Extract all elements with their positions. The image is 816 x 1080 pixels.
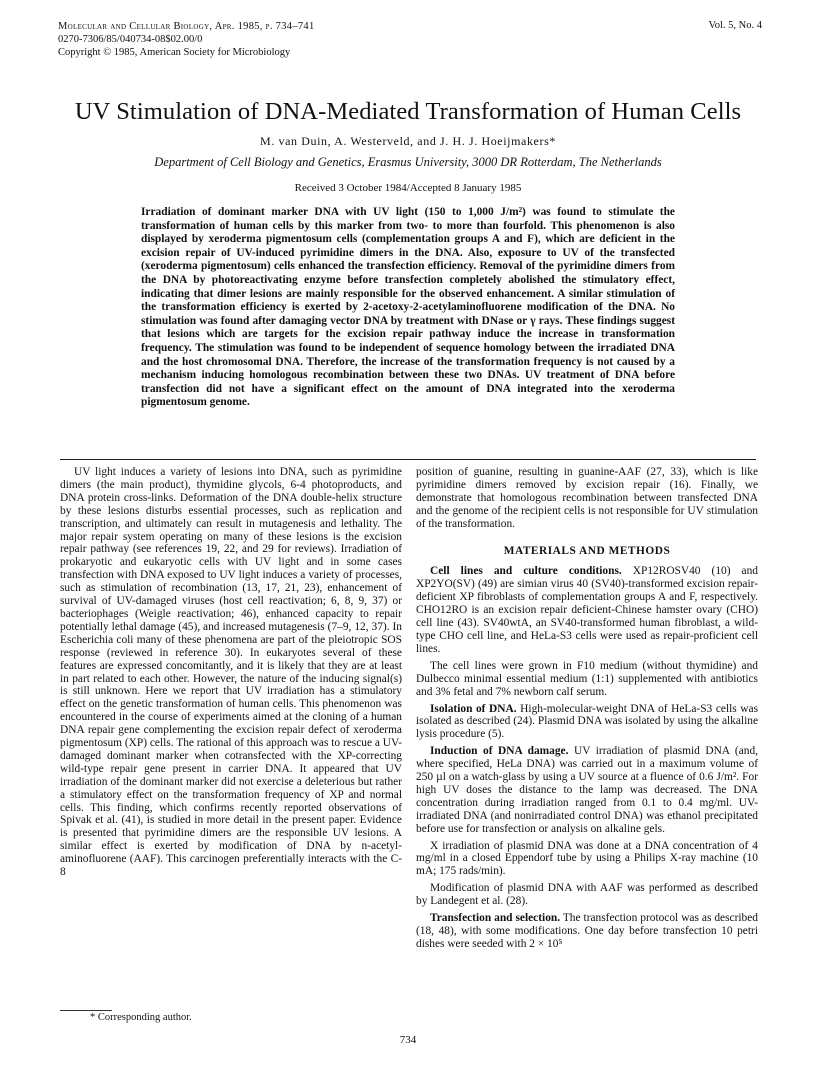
right-column xyxy=(416,466,758,951)
intro-paragraph: UV light induces a variety of lesions into DNA, such as pyrimidine dimers (the main product), thymidine glycols, 6-4 photoproducts, and DNA protein cross-links. Deformation of the DNA double-helix structure by these lesions disturbs essential processes, such as replication and transcription, and ultimately can result in mutagenesis and lethality. The major repair system operating on many of these lesions is the excision repair pathway (see references 19, 22, and 29 for reviews). Irradiation of prokaryotic and eukaryotic cells with UV light and in some cases transfection with DNA exposed to UV light induces a variety of processes, such as stimulation of recombination (13, 17, 21, 23), enhancement of survival of UV-damaged viruses (host cell reactivation; 6, 8, 9, 37) or bacteriophages (Weigle reactivation; 46), enhanced capacity to repair potentially lethal damage (45), and increased mutagenesis (7–9, 12, 37). In Escherichia coli many of these phenomena are part of the pleiotropic SOS response (reviewed in reference 30). In eukaryotes several of these features are expressed concomitantly, and it is likely that they are at least in part related to each other. However, the nature of the inducing signal(s) is still unknown. Here we report that UV irradiation has a stimulatory effect on the genetic transformation of human cells. This phenomenon was encountered in the course of experiments aimed at the cloning of a human DNA repair gene complementing the excision repair defect of xeroderma pigmentosum (XP) cells. The rational of this approach was to rescue a UV-damaged dominant marker when cotransfected with the XP-correcting wild-type repair gene present in carrier DNA. It appeared that UV irradiation of the dominant marker did not exercise a deleterious but rather a stimulatory effect on the transformation frequency of XP and normal cells. This finding, which confirms recently reported observations of Spivak et al. (41), is studied in more detail in the present paper. Evidence is presented that pyrimidine dimers are the responsible UV lesions. A similar effect is exerted by modification of DNA by n-acetyl-aminofluorene (AAF). This carcinogen preferentially interacts with the C-8 xyxy=(60,466,402,879)
culture-paragraph: The cell lines were grown in F10 medium (without thymidine) and Dulbecco minimal essential medium (1:1) supplemented with antibiotics and 3% fetal and 7% newborn calf serum. xyxy=(416,659,758,698)
run-in-heading: Cell lines and culture conditions. xyxy=(430,565,622,578)
transfection-paragraph xyxy=(416,912,758,951)
run-in-heading: Induction of DNA damage. xyxy=(430,745,569,758)
paragraph-body: XP12ROSV40 (10) and XP2YO(SV) (49) are simian virus 40 (SV40)-transformed excision repair-deficient XP fibroblasts of complementation groups A and F, respectively. CHO12RO is an excision repair deficient-Chinese hamster ovary (CHO) cell line (43). SV40wtA, an SV40-transformed human fibroblast, a wild-type CHO cell line, and HeLa-S3 cells were used as repair-proficient cell lines. xyxy=(416,565,758,655)
run-in-heading: Isolation of DNA. xyxy=(430,702,517,715)
dna-isolation-paragraph xyxy=(416,703,758,742)
corresponding-author-footnote: * Corresponding author. xyxy=(90,1012,192,1023)
article-title: UV Stimulation of DNA-Mediated Transformation of Human Cells xyxy=(74,98,742,125)
paragraph-body: UV irradiation of plasmid DNA (and, where specified, HeLa DNA) was carried out in a maximum volume of 250 µl on a watch-glass by using a UV source at a fluence of 0.6 J/m². For high UV doses the distance to the lamp was decreased. The DNA concentration during irradiation ranged from 0.1 to 0.4 mg/ml. UV-irradiated DNA (and nonirradiated control DNA) was ethanol precipitated before use for transfection or analysis on alkaline gels. xyxy=(416,745,759,835)
volume-issue: Vol. 5, No. 4 xyxy=(708,20,762,31)
running-header xyxy=(58,20,315,59)
run-in-heading: Transfection and selection. xyxy=(430,912,561,925)
journal-citation: Molecular and Cellular Biology, Apr. 1985, p. 734–741 xyxy=(58,21,315,32)
section-heading: MATERIALS AND METHODS xyxy=(503,544,671,557)
left-column xyxy=(60,466,402,879)
abstract-divider xyxy=(60,459,756,460)
received-dates: Received 3 October 1984/Accepted 8 January 1985 xyxy=(294,182,522,194)
paragraph-body: High-molecular-weight DNA of HeLa-S3 cells was isolated as described (24). Plasmid DNA was isolated by using the alkaline lysis procedure (5). xyxy=(416,702,758,741)
copyright-line: Copyright © 1985, American Society for Microbiology xyxy=(58,47,291,58)
intro-continuation: position of guanine, resulting in guanine-AAF (27, 33), which is like pyrimidine dimers removed by excision repair (16). Finally, we demonstrate that homologous recombination between transfected DNA and the genome of the recipient cells is not responsible for UV stimulation of the transformation. xyxy=(416,466,758,530)
x-irradiation-paragraph: X irradiation of plasmid DNA was done at a DNA concentration of 4 mg/ml in a closed Eppendorf tube by using a Philips X-ray machine (10 mA; 175 rads/min). xyxy=(416,839,758,878)
article-code: 0270-7306/85/040734-08$02.00/0 xyxy=(58,34,203,45)
aaf-paragraph: Modification of plasmid DNA with AAF was performed as described by Landegent et al. (28). xyxy=(416,882,758,908)
author-list: M. van Duin, A. Westerveld, and J. H. J. Hoeijmakers* xyxy=(260,134,556,148)
paragraph-body: The transfection protocol was as described (18, 48), with some modifications. One day before transfection 10 petri dishes were seeded with 2 × 10⁵ xyxy=(416,912,758,950)
abstract: Irradiation of dominant marker DNA with UV light (150 to 1,000 J/m²) was found to stimulate the transformation of human cells by this marker from two- to more than fourfold. This phenomenon is also displayed by xeroderma pigmentosum cells (complementation groups A and F), which are deficient in the excision repair of UV-induced pyrimidine dimers in the DNA. Also, exposure to UV of the transfected (xeroderma pigmentosum) cells enhanced the transfection efficiency. Removal of the pyrimidine dimers from the DNA by photoreactivating enzyme before transfection completely abolished the stimulatory effect, indicating that dimer lesions are mainly responsible for the observed enhancement. A similar stimulation of the transformation efficiency is exerted by 2-acetoxy-2-acetylaminofluorene modification of the DNA. No stimulation was found after damaging vector DNA by treatment with DNase or γ rays. These findings suggest that lesions which are targets for the excision repair pathway induce the increase in transformation frequency. The stimulation was found to be independent of sequence homology between the irradiated DNA and the host chromosomal DNA. Therefore, the increase of the transformation frequency is not caused by a mechanism inducing homologous recombination between these two DNAs. UV treatment of DNA before transfection did not have a significant effect on the amount of DNA integrated into the xeroderma pigmentosum genome. xyxy=(141,206,675,409)
dna-damage-paragraph xyxy=(416,745,758,835)
cell-lines-paragraph xyxy=(416,565,758,655)
affiliation: Department of Cell Biology and Genetics, Erasmus University, 3000 DR Rotterdam, The Netherlands xyxy=(154,155,662,169)
page-number: 734 xyxy=(399,1034,417,1046)
footnote-rule xyxy=(60,1010,112,1011)
